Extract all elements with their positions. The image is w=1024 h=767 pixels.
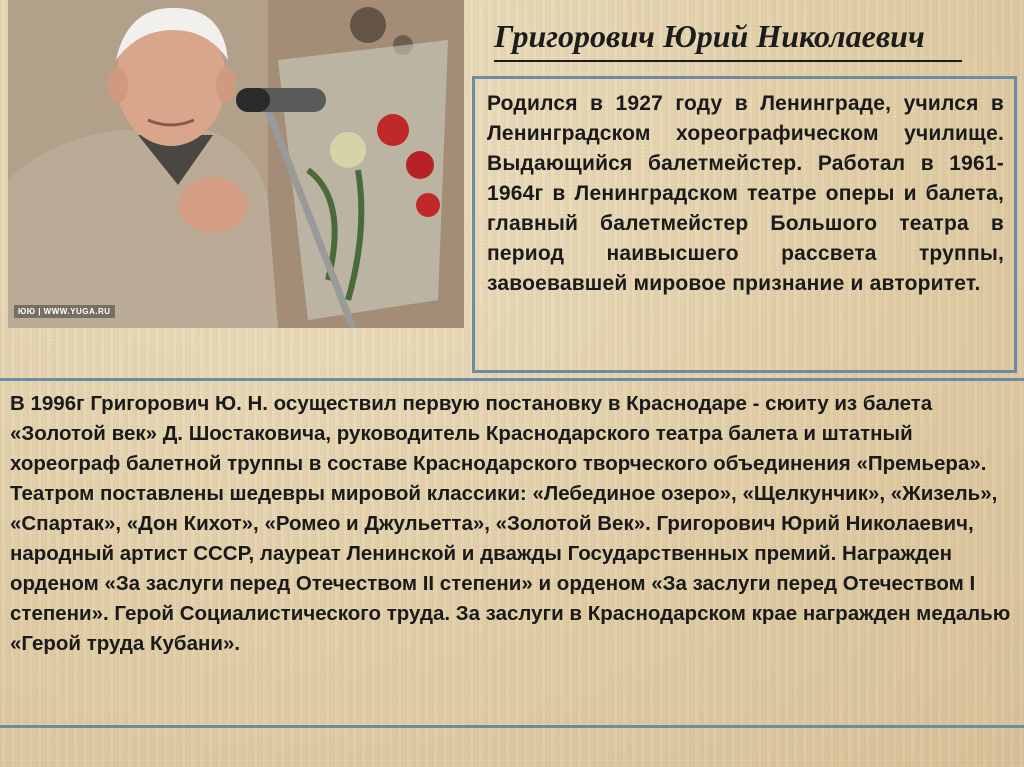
biography-text: Родился в 1927 году в Ленинграде, учился в Ленинградском хореографическом училище. Выдающийся балетмейстер. Работал в 1961-1964г в Ленинградском театре оперы и балета, главный балетмейстер Большого театра в период наивысшего рассвета труппы, завоевавшей мировое признание и авторитет.: [472, 76, 1017, 373]
page-title: Григорович Юрий Николаевич: [494, 18, 925, 54]
photo-watermark: ЮЮ | WWW.YUGA.RU: [14, 305, 115, 318]
portrait-photo: [8, 0, 464, 328]
title-underline: [494, 60, 962, 62]
career-text: В 1996г Григорович Ю. Н. осуществил первую постановку в Краснодаре - сюиту из балета «Золотой век» Д. Шостаковича, руководитель Краснодарского театра балета и штатный хореограф балетной труппы в составе Краснодарского творческого объединения «Премьера». Театром поставлены шедевры мировой классики: «Лебединое озеро», «Щелкунчик», «Жизель», «Спартак», «Дон Кихот», «Ромео и Джульетта», «Золотой Век». Григорович Юрий Николаевич, народный артист СССР, лауреат Ленинской и дважды Государственных премий. Награжден орденом «За заслуги перед Отечеством II степени» и орденом «За заслуги перед Отечеством I степени». Герой Социалистического труда. За заслуги в Краснодарском крае награжден медалью «Герой труда Кубани».: [0, 378, 1024, 728]
